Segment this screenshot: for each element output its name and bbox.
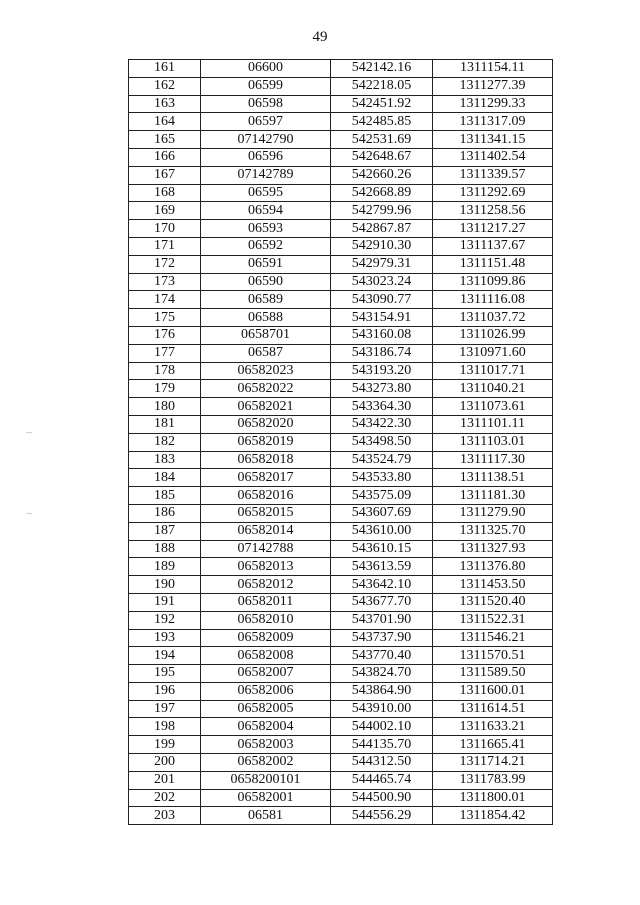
table-row [129,344,553,362]
y-coordinate-cell: 1311279.90 [433,504,553,522]
table-row [129,807,553,825]
row-number-cell: 176 [129,326,201,344]
table-row [129,184,553,202]
table-row [129,522,553,540]
x-coordinate-cell: 543023.24 [331,273,433,291]
row-number-cell: 184 [129,469,201,487]
table-row [129,771,553,789]
y-coordinate-cell: 1311099.86 [433,273,553,291]
point-id-cell: 0658200101 [201,771,331,789]
x-coordinate-cell: 544312.50 [331,754,433,772]
y-coordinate-cell: 1311258.56 [433,202,553,220]
y-coordinate-cell: 1311277.39 [433,77,553,95]
point-id-cell: 06582007 [201,665,331,683]
point-id-cell: 06582013 [201,558,331,576]
point-id-cell: 06582016 [201,487,331,505]
y-coordinate-cell: 1311570.51 [433,647,553,665]
table-row [129,220,553,238]
point-id-cell: 06582022 [201,380,331,398]
y-coordinate-cell: 1311117.30 [433,451,553,469]
x-coordinate-cell: 544556.29 [331,807,433,825]
x-coordinate-cell: 543090.77 [331,291,433,309]
y-coordinate-cell: 1311376.80 [433,558,553,576]
point-id-cell: 06588 [201,309,331,327]
row-number-cell: 174 [129,291,201,309]
point-id-cell: 06582009 [201,629,331,647]
row-number-cell: 169 [129,202,201,220]
y-coordinate-cell: 1311341.15 [433,131,553,149]
table-row [129,380,553,398]
y-coordinate-cell: 1311339.57 [433,166,553,184]
table-row [129,326,553,344]
y-coordinate-cell: 1311181.30 [433,487,553,505]
table-body [129,60,553,825]
row-number-cell: 178 [129,362,201,380]
x-coordinate-cell: 543422.30 [331,415,433,433]
table-row [129,415,553,433]
row-number-cell: 179 [129,380,201,398]
y-coordinate-cell: 1311040.21 [433,380,553,398]
point-id-cell: 06582021 [201,398,331,416]
y-coordinate-cell: 1311600.01 [433,682,553,700]
row-number-cell: 181 [129,415,201,433]
x-coordinate-cell: 543160.08 [331,326,433,344]
table-row [129,237,553,255]
table-row [129,629,553,647]
x-coordinate-cell: 544500.90 [331,789,433,807]
y-coordinate-cell: 1311292.69 [433,184,553,202]
y-coordinate-cell: 1311137.67 [433,237,553,255]
table-row [129,718,553,736]
y-coordinate-cell: 1311037.72 [433,309,553,327]
point-id-cell: 06582018 [201,451,331,469]
table-row [129,95,553,113]
row-number-cell: 195 [129,665,201,683]
table-row [129,60,553,78]
x-coordinate-cell: 543864.90 [331,682,433,700]
coordinates-table [128,59,553,825]
y-coordinate-cell: 1311026.99 [433,326,553,344]
row-number-cell: 199 [129,736,201,754]
row-number-cell: 196 [129,682,201,700]
table-row [129,362,553,380]
y-coordinate-cell: 1311217.27 [433,220,553,238]
point-id-cell: 06582011 [201,593,331,611]
y-coordinate-cell: 1311546.21 [433,629,553,647]
point-id-cell: 06589 [201,291,331,309]
table-row [129,398,553,416]
row-number-cell: 170 [129,220,201,238]
y-coordinate-cell: 1311317.09 [433,113,553,131]
point-id-cell: 06593 [201,220,331,238]
x-coordinate-cell: 542799.96 [331,202,433,220]
row-number-cell: 193 [129,629,201,647]
table-row [129,736,553,754]
table-row [129,754,553,772]
table-row [129,202,553,220]
point-id-cell: 06581 [201,807,331,825]
x-coordinate-cell: 543575.09 [331,487,433,505]
y-coordinate-cell: 1311800.01 [433,789,553,807]
point-id-cell: 06596 [201,148,331,166]
point-id-cell: 06582019 [201,433,331,451]
y-coordinate-cell: 1311073.61 [433,398,553,416]
row-number-cell: 165 [129,131,201,149]
x-coordinate-cell: 544465.74 [331,771,433,789]
row-number-cell: 163 [129,95,201,113]
row-number-cell: 177 [129,344,201,362]
row-number-cell: 187 [129,522,201,540]
y-coordinate-cell: 1310971.60 [433,344,553,362]
table-row [129,309,553,327]
x-coordinate-cell: 543273.80 [331,380,433,398]
row-number-cell: 189 [129,558,201,576]
margin-scan-mark [26,432,32,433]
x-coordinate-cell: 543613.59 [331,558,433,576]
point-id-cell: 06599 [201,77,331,95]
point-id-cell: 06582006 [201,682,331,700]
x-coordinate-cell: 542979.31 [331,255,433,273]
y-coordinate-cell: 1311327.93 [433,540,553,558]
row-number-cell: 201 [129,771,201,789]
row-number-cell: 171 [129,237,201,255]
row-number-cell: 183 [129,451,201,469]
row-number-cell: 180 [129,398,201,416]
row-number-cell: 185 [129,487,201,505]
row-number-cell: 202 [129,789,201,807]
y-coordinate-cell: 1311151.48 [433,255,553,273]
table-row [129,148,553,166]
row-number-cell: 182 [129,433,201,451]
x-coordinate-cell: 543701.90 [331,611,433,629]
y-coordinate-cell: 1311522.31 [433,611,553,629]
point-id-cell: 06595 [201,184,331,202]
x-coordinate-cell: 543824.70 [331,665,433,683]
table-row [129,273,553,291]
row-number-cell: 203 [129,807,201,825]
x-coordinate-cell: 543677.70 [331,593,433,611]
point-id-cell: 07142789 [201,166,331,184]
x-coordinate-cell: 544135.70 [331,736,433,754]
y-coordinate-cell: 1311103.01 [433,433,553,451]
y-coordinate-cell: 1311589.50 [433,665,553,683]
point-id-cell: 06582003 [201,736,331,754]
y-coordinate-cell: 1311138.51 [433,469,553,487]
x-coordinate-cell: 543193.20 [331,362,433,380]
row-number-cell: 162 [129,77,201,95]
row-number-cell: 197 [129,700,201,718]
point-id-cell: 06587 [201,344,331,362]
point-id-cell: 06590 [201,273,331,291]
point-id-cell: 06582005 [201,700,331,718]
point-id-cell: 06582010 [201,611,331,629]
point-id-cell: 06600 [201,60,331,78]
row-number-cell: 161 [129,60,201,78]
point-id-cell: 07142788 [201,540,331,558]
table-row [129,131,553,149]
table-row [129,291,553,309]
table-row [129,255,553,273]
point-id-cell: 0658701 [201,326,331,344]
x-coordinate-cell: 543642.10 [331,576,433,594]
table-row [129,487,553,505]
margin-scan-mark [26,513,32,514]
row-number-cell: 192 [129,611,201,629]
table-row [129,113,553,131]
point-id-cell: 06582014 [201,522,331,540]
y-coordinate-cell: 1311325.70 [433,522,553,540]
point-id-cell: 06598 [201,95,331,113]
row-number-cell: 200 [129,754,201,772]
x-coordinate-cell: 542218.05 [331,77,433,95]
y-coordinate-cell: 1311665.41 [433,736,553,754]
point-id-cell: 06582002 [201,754,331,772]
x-coordinate-cell: 543364.30 [331,398,433,416]
point-id-cell: 06591 [201,255,331,273]
row-number-cell: 188 [129,540,201,558]
table-row [129,593,553,611]
table-row [129,504,553,522]
row-number-cell: 173 [129,273,201,291]
row-number-cell: 172 [129,255,201,273]
point-id-cell: 06582023 [201,362,331,380]
x-coordinate-cell: 543154.91 [331,309,433,327]
y-coordinate-cell: 1311783.99 [433,771,553,789]
y-coordinate-cell: 1311154.11 [433,60,553,78]
y-coordinate-cell: 1311633.21 [433,718,553,736]
table-row [129,166,553,184]
y-coordinate-cell: 1311299.33 [433,95,553,113]
table-row [129,665,553,683]
y-coordinate-cell: 1311614.51 [433,700,553,718]
table-row [129,433,553,451]
row-number-cell: 191 [129,593,201,611]
point-id-cell: 06582017 [201,469,331,487]
row-number-cell: 164 [129,113,201,131]
y-coordinate-cell: 1311854.42 [433,807,553,825]
x-coordinate-cell: 544002.10 [331,718,433,736]
point-id-cell: 06594 [201,202,331,220]
x-coordinate-cell: 543910.00 [331,700,433,718]
x-coordinate-cell: 542485.85 [331,113,433,131]
y-coordinate-cell: 1311017.71 [433,362,553,380]
x-coordinate-cell: 543186.74 [331,344,433,362]
row-number-cell: 194 [129,647,201,665]
table-row [129,451,553,469]
x-coordinate-cell: 543498.50 [331,433,433,451]
x-coordinate-cell: 542451.92 [331,95,433,113]
x-coordinate-cell: 543610.00 [331,522,433,540]
table-row [129,77,553,95]
page-number: 49 [312,29,328,45]
x-coordinate-cell: 542668.89 [331,184,433,202]
table-row [129,789,553,807]
x-coordinate-cell: 542867.87 [331,220,433,238]
table-row [129,469,553,487]
row-number-cell: 186 [129,504,201,522]
x-coordinate-cell: 543770.40 [331,647,433,665]
row-number-cell: 198 [129,718,201,736]
x-coordinate-cell: 543533.80 [331,469,433,487]
row-number-cell: 190 [129,576,201,594]
y-coordinate-cell: 1311116.08 [433,291,553,309]
coordinates-table-wrapper [128,59,553,825]
table-row [129,682,553,700]
y-coordinate-cell: 1311453.50 [433,576,553,594]
x-coordinate-cell: 543610.15 [331,540,433,558]
y-coordinate-cell: 1311714.21 [433,754,553,772]
y-coordinate-cell: 1311101.11 [433,415,553,433]
point-id-cell: 06597 [201,113,331,131]
x-coordinate-cell: 543737.90 [331,629,433,647]
row-number-cell: 175 [129,309,201,327]
x-coordinate-cell: 542531.69 [331,131,433,149]
table-row [129,700,553,718]
x-coordinate-cell: 542910.30 [331,237,433,255]
table-row [129,540,553,558]
point-id-cell: 07142790 [201,131,331,149]
x-coordinate-cell: 542660.26 [331,166,433,184]
point-id-cell: 06592 [201,237,331,255]
point-id-cell: 06582012 [201,576,331,594]
table-row [129,576,553,594]
point-id-cell: 06582004 [201,718,331,736]
x-coordinate-cell: 543607.69 [331,504,433,522]
x-coordinate-cell: 542142.16 [331,60,433,78]
point-id-cell: 06582020 [201,415,331,433]
point-id-cell: 06582015 [201,504,331,522]
point-id-cell: 06582008 [201,647,331,665]
point-id-cell: 06582001 [201,789,331,807]
table-row [129,647,553,665]
table-row [129,611,553,629]
row-number-cell: 166 [129,148,201,166]
y-coordinate-cell: 1311520.40 [433,593,553,611]
y-coordinate-cell: 1311402.54 [433,148,553,166]
x-coordinate-cell: 543524.79 [331,451,433,469]
row-number-cell: 168 [129,184,201,202]
row-number-cell: 167 [129,166,201,184]
x-coordinate-cell: 542648.67 [331,148,433,166]
table-row [129,558,553,576]
